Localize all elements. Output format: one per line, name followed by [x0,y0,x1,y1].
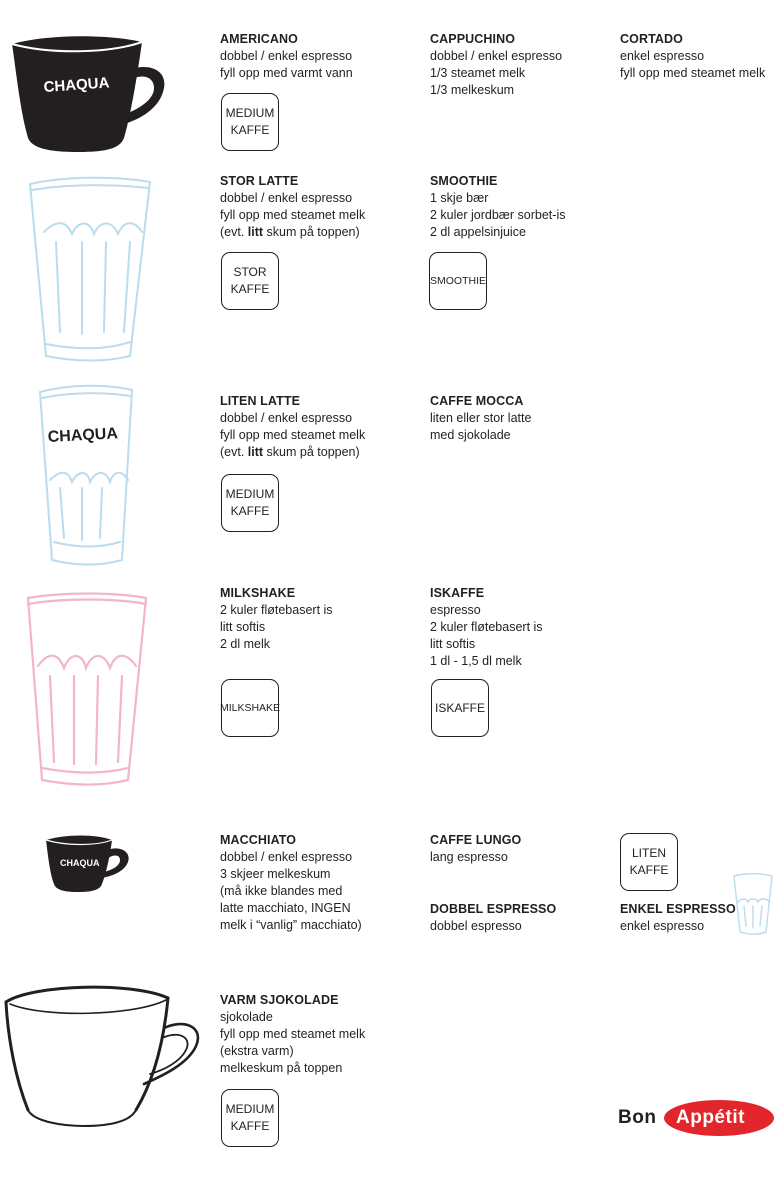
item-line: (ekstra varm) [220,1044,294,1058]
menu-item-milkshake [220,585,333,653]
item-title: STOR LATTE [220,174,299,188]
menu-item-cappuchino [430,31,562,99]
item-line: espresso [430,603,481,617]
item-line: 1 dl - 1,5 dl melk [430,654,522,668]
menu-item-macchiato [220,832,362,934]
item-line: fyll opp med varmt vann [220,66,353,80]
item-line-note: (evt. litt skum på toppen) [220,445,360,459]
size-badge-smoothie: SMOOTHIE [429,252,487,310]
size-badge-liten-kaffe: LITEN KAFFE [620,833,678,891]
size-badge-iskaffe: ISKAFFE [431,679,489,737]
item-line: fyll opp med steamet melk [220,428,366,442]
item-title: MACCHIATO [220,833,297,847]
menu-item-iskaffe [430,585,543,670]
item-line: fyll opp med steamet melk [220,1027,366,1041]
small-cup-brand-text: CHAQUA [60,858,100,868]
item-line-note: (evt. litt skum på toppen) [220,225,360,239]
item-line: dobbel / enkel espresso [220,191,353,205]
item-line: sjokolade [220,1010,273,1024]
item-title: CAFFE MOCCA [430,394,524,408]
item-line: dobbel / enkel espresso [220,411,353,425]
menu-item-smoothie [430,173,565,241]
size-badge-stor-kaffe: STOR KAFFE [221,252,279,310]
menu-item-enkel-espresso [620,901,736,935]
item-title: LITEN LATTE [220,394,301,408]
menu-item-cortado [620,31,765,82]
menu-item-caffe-lungo [430,832,521,866]
item-line: latte macchiato, INGEN [220,901,351,915]
item-title: ENKEL ESPRESSO [620,902,736,916]
item-line: dobbel espresso [430,919,522,933]
item-line: enkel espresso [620,49,705,63]
menu-item-dobbel-espresso [430,901,556,935]
item-line: 1/3 steamet melk [430,66,526,80]
logo-text-bon: Bon [618,1107,657,1128]
item-line: melk i “vanlig” macchiato) [220,918,362,932]
item-line: litt softis [430,637,476,651]
item-title: CORTADO [620,32,683,46]
item-line: litt softis [220,620,266,634]
menu-item-stor-latte [220,173,365,241]
small-latte-glass-icon [34,382,140,568]
item-line: 1/3 melkeskum [430,83,515,97]
size-badge-medium-kaffe: MEDIUM KAFFE [221,93,279,151]
item-title: MILKSHAKE [220,586,296,600]
item-title: CAPPUCHINO [430,32,516,46]
item-line: 2 dl appelsinjuice [430,225,526,239]
hot-chocolate-cup-icon [4,980,204,1130]
item-title: CAFFE LUNGO [430,833,522,847]
item-line: 2 kuler jordbær sorbet-is [430,208,566,222]
item-line: dobbel / enkel espresso [220,49,353,63]
menu-item-americano [220,31,353,82]
logo-text-appetit: Appétit [676,1107,745,1128]
item-line: liten eller stor latte [430,411,532,425]
item-line: 2 dl melk [220,637,271,651]
item-line: melkeskum på toppen [220,1061,343,1075]
milkshake-glass-icon [24,590,150,786]
item-line: fyll opp med steamet melk [620,66,766,80]
black-coffee-cup-icon [8,30,168,158]
item-title: AMERICANO [220,32,298,46]
small-black-cup-icon [44,834,132,896]
item-line: 3 skjeer melkeskum [220,867,331,881]
item-line: dobbel / enkel espresso [430,49,563,63]
menu-item-varm-sjokolade [220,992,365,1077]
size-badge-medium-kaffe: MEDIUM KAFFE [221,474,279,532]
size-badge-milkshake: MILKSHAKE [221,679,279,737]
item-line: lang espresso [430,850,508,864]
bon-appetit-logo [618,1098,774,1138]
glass-brand-text: CHAQUA [47,425,119,446]
large-cup-brand-text: CHAQUA [43,74,110,96]
item-line: enkel espresso [620,919,705,933]
item-line: fyll opp med steamet melk [220,208,366,222]
item-title: ISKAFFE [430,586,485,600]
item-line: 2 kuler fløtebasert is [220,603,333,617]
item-line: (må ikke blandes med [220,884,343,898]
menu-item-liten-latte [220,393,365,461]
tiny-glass-icon [732,872,774,936]
size-badge-medium-kaffe: MEDIUM KAFFE [221,1089,279,1147]
tall-latte-glass-icon [26,172,156,364]
menu-item-caffe-mocca [430,393,531,444]
item-line: med sjokolade [430,428,511,442]
item-title: DOBBEL ESPRESSO [430,902,557,916]
item-line: 1 skje bær [430,191,489,205]
item-line: 2 kuler fløtebasert is [430,620,543,634]
item-title: SMOOTHIE [430,174,498,188]
item-title: VARM SJOKOLADE [220,993,339,1007]
item-line: dobbel / enkel espresso [220,850,353,864]
